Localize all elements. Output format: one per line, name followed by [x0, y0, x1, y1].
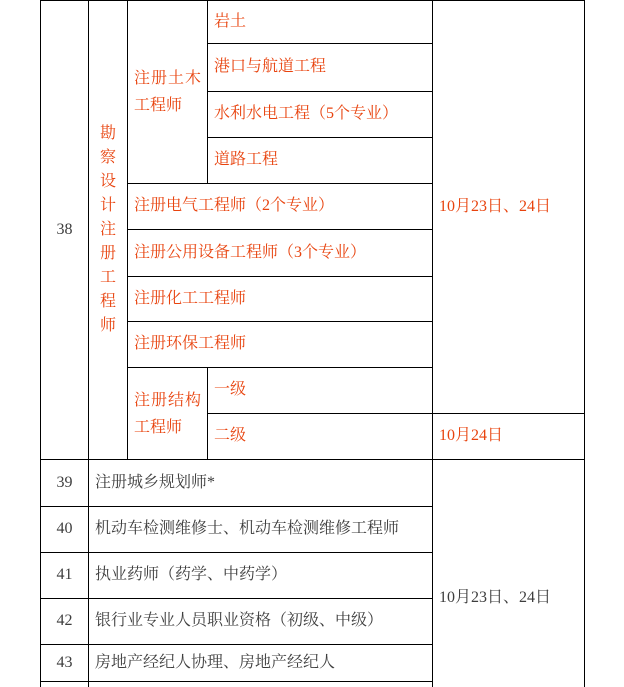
cell-row39-number: 39: [41, 460, 89, 507]
cell-civil-item-geotechnical: 岩土: [208, 1, 433, 44]
cell-row42-label: 银行业专业人员职业资格（初级、中级）: [89, 599, 433, 645]
cell-bottom-stub-content-col: [89, 682, 433, 687]
cell-environmental-engineer: 注册环保工程师: [128, 322, 433, 368]
cell-row40-label: 机动车检测维修士、机动车检测维修工程师: [89, 507, 433, 553]
cell-row38-number: 38: [41, 1, 89, 460]
cell-date-row38-main: 10月23日、24日: [433, 1, 585, 414]
cell-row43-label: 房地产经纪人协理、房地产经纪人: [89, 645, 433, 682]
cell-bottom-stub-number-col: [41, 682, 89, 687]
cell-date-structural-level-2: 10月24日: [433, 414, 585, 460]
cell-civil-item-road: 道路工程: [208, 138, 433, 184]
cell-row42-number: 42: [41, 599, 89, 645]
cell-electrical-engineer: 注册电气工程师（2个专业）: [128, 184, 433, 230]
category-vertical-text: 勘察设计注册工程师: [99, 125, 116, 334]
cell-date-rows-39-43: 10月23日、24日: [433, 460, 585, 687]
cell-structural-engineer-label: [128, 368, 208, 460]
cell-row39-label: 注册城乡规划师*: [89, 460, 433, 507]
cell-row38-category-vertical: [89, 1, 128, 460]
cell-civil-item-water-conservancy: 水利水电工程（5个专业）: [208, 92, 433, 138]
cell-structural-level-2: 二级: [208, 414, 433, 460]
cell-row41-label: 执业药师（药学、中药学）: [89, 553, 433, 599]
cell-civil-item-port-waterway: 港口与航道工程: [208, 44, 433, 92]
cell-row40-number: 40: [41, 507, 89, 553]
cell-chemical-engineer: 注册化工工程师: [128, 277, 433, 322]
cell-row41-number: 41: [41, 553, 89, 599]
structural-engineer-label-text: 注册结构工程师: [134, 391, 201, 436]
cell-public-utility-engineer: 注册公用设备工程师（3个专业）: [128, 230, 433, 277]
cell-row43-number: 43: [41, 645, 89, 682]
civil-engineer-label-text: 注册土木工程师: [134, 70, 201, 114]
exam-schedule-table: [40, 0, 585, 687]
cell-civil-engineer-label: [128, 1, 208, 184]
cell-structural-level-1: 一级: [208, 368, 433, 414]
